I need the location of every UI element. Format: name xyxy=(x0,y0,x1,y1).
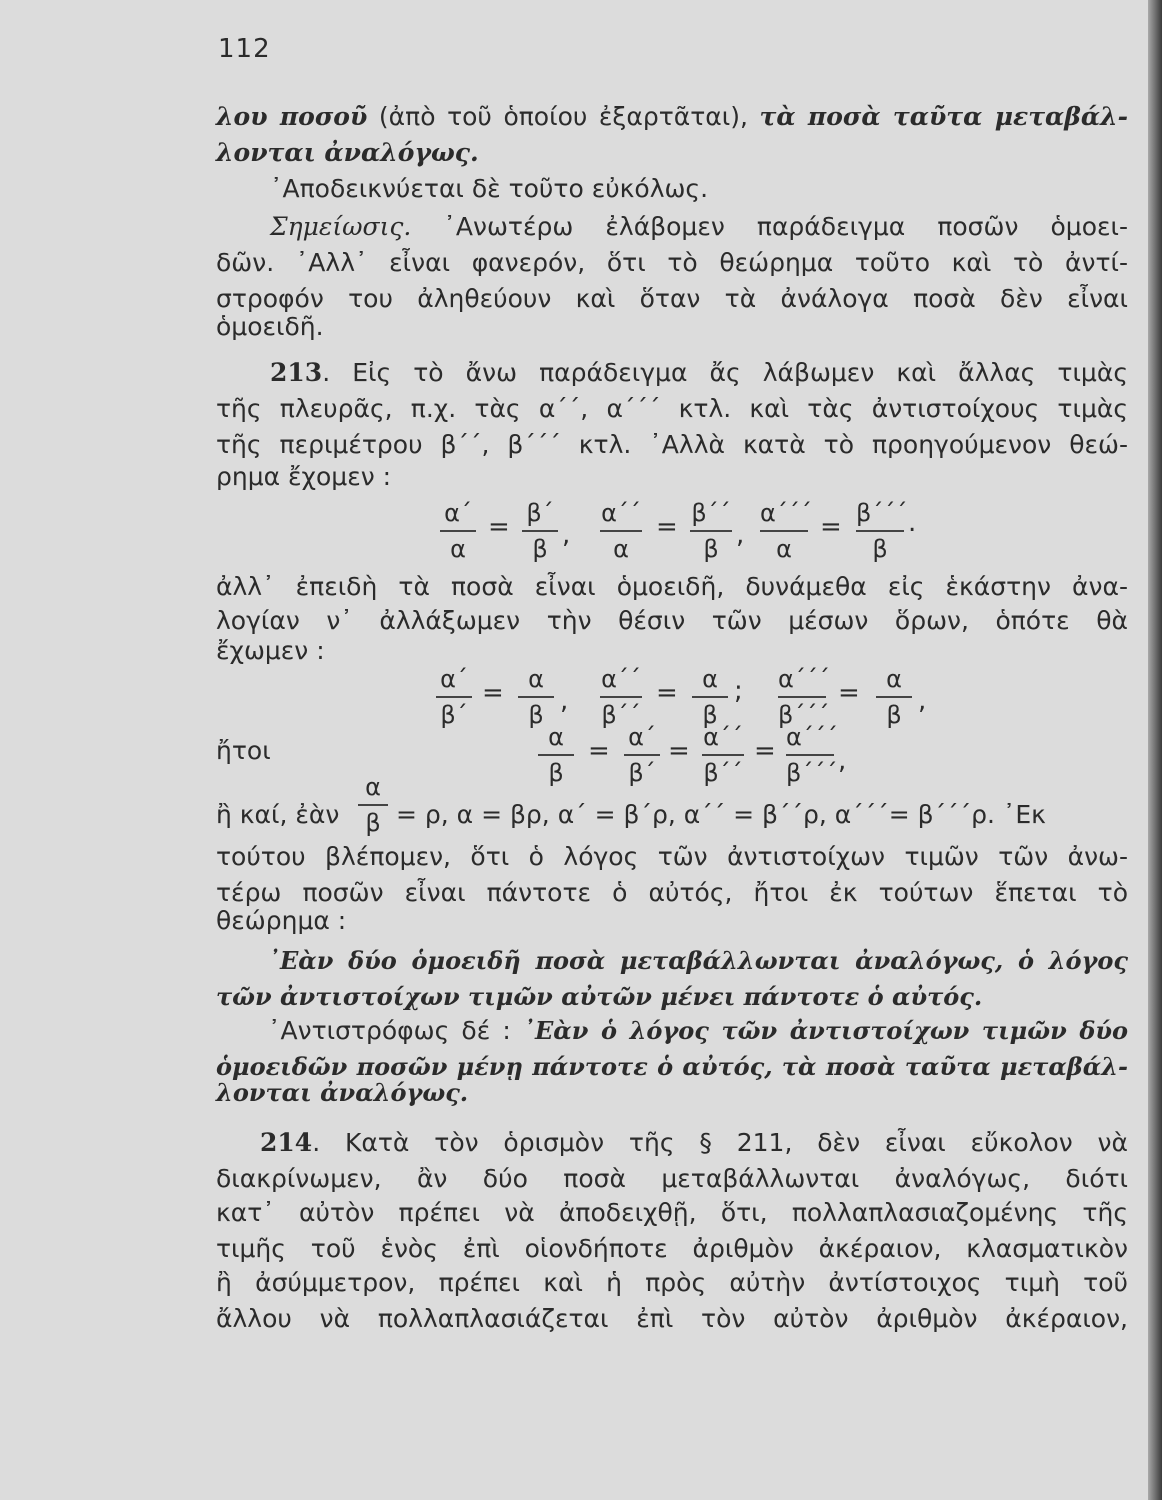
fraction: α΄΄ β΄΄ xyxy=(703,723,743,787)
text-line: ᾿Αντιστρόφως δέ : ᾿Εὰν ὁ λόγος τῶν ἀντιστοίχων τιμῶν δύο xyxy=(268,1016,1128,1045)
period: . xyxy=(908,508,917,538)
text-line: ἀλλ᾿ ἐπειδὴ τὰ ποσὰ εἶναι ὁμοειδῆ, δυνάμεθα εἰς ἑκάστην ἀνα- xyxy=(216,572,1128,601)
text-line: λογίαν ν᾿ ἀλλάξωμεν τὴν θέσιν τῶν μέσων ὅρων, ὁπότε θὰ xyxy=(216,606,1128,635)
text-line: = ρ, α = βρ, α΄ = β΄ρ, α΄΄ = β΄΄ρ, α΄΄΄= β΄΄΄ρ. ᾿Εκ xyxy=(396,800,1046,829)
text-line: λου ποσοῦ (ἀπὸ τοῦ ὁποίου ἐξαρτᾶται), τὰ ποσὰ ταῦτα μεταβάλ- xyxy=(216,102,1128,131)
text-line: ᾿Αποδεικνύεται δὲ τοῦτο εὐκόλως. xyxy=(270,174,709,203)
theorem-line: λονται ἀναλόγως. xyxy=(216,1078,469,1107)
comma: , xyxy=(560,686,569,716)
page-number: 112 xyxy=(218,34,271,64)
fraction: α΄΄΄ α xyxy=(760,499,812,563)
text-line: τῆς πλευρᾶς, π.χ. τὰς α΄΄, α΄΄΄ κτλ. καὶ τὰς ἀντιστοίχους τιμὰς xyxy=(216,394,1128,423)
semicolon: ; xyxy=(734,676,743,706)
comma: , xyxy=(918,686,927,716)
fraction: α΄΄ β΄΄ xyxy=(601,665,641,729)
text-line: τούτου βλέπομεν, ὅτι ὁ λόγος τῶν ἀντιστοίχων τιμῶν τῶν ἀνω- xyxy=(216,842,1128,871)
theorem-line: ὁμοειδῶν ποσῶν μένῃ πάντοτε ὁ αὐτός, τὰ ποσὰ ταῦτα μεταβάλ- xyxy=(216,1052,1128,1081)
text-line: ἄλλου νὰ πολλαπλασιάζεται ἐπὶ τὸν αὐτὸν ἀριθμὸν ἀκέραιον, xyxy=(216,1304,1128,1333)
section-number: 213 xyxy=(270,358,323,387)
comma: , xyxy=(838,746,847,776)
text-line: δῶν. ᾿Αλλ᾿ εἶναι φανερόν, ὅτι τὸ θεώρημα τοῦτο καὶ τὸ ἀντί- xyxy=(216,248,1128,277)
text-line: τῆς περιμέτρου β΄΄, β΄΄΄ κτλ. ᾿Αλλὰ κατὰ τὸ προηγούμενον θεώ- xyxy=(216,430,1128,459)
comma: , xyxy=(736,520,745,550)
text-line: διακρίνωμεν, ἂν δύο ποσὰ μεταβάλλωνται ἀναλόγως, διότι xyxy=(216,1164,1128,1193)
text-line: τέρω ποσῶν εἶναι πάντοτε ὁ αὐτός, ἤτοι ἐκ τούτων ἕπεται τὸ xyxy=(216,878,1128,907)
text-line: ἢ ἀσύμμετρον, πρέπει καὶ ἡ πρὸς αὐτὴν ἀντίστοιχος τιμὴ τοῦ xyxy=(216,1268,1128,1297)
text-line: Σημείωσις. ᾿Ανωτέρω ἐλάβομεν παράδειγμα ποσῶν ὁμοει- xyxy=(270,212,1128,241)
fraction: α β xyxy=(538,724,574,786)
equals-sign: = xyxy=(656,512,678,542)
text-line: ἤτοι xyxy=(216,736,271,765)
fraction: α΄ β΄ xyxy=(624,724,660,786)
fraction: α΄ α xyxy=(440,500,476,562)
equals-sign: = xyxy=(754,736,776,766)
text-line: 214. Κατὰ τὸν ὁρισμὸν τῆς § 211, δὲν εἶναι εὔκολον νὰ xyxy=(260,1128,1128,1157)
fraction: α΄΄ α xyxy=(601,499,641,563)
text-line: τιμῆς τοῦ ἑνὸς ἐπὶ οἱονδήποτε ἀριθμὸν ἀκέραιον, κλασματικὸν xyxy=(216,1234,1128,1263)
equals-sign: = xyxy=(588,736,610,766)
text-line: θεώρημα : xyxy=(216,906,347,935)
fraction: β΄΄΄ β xyxy=(856,499,908,563)
equals-sign: = xyxy=(656,678,678,708)
inline-fraction: α β xyxy=(358,774,388,836)
text-line: ἔχωμεν : xyxy=(216,636,325,665)
theorem-line: ᾿Εὰν δύο ὁμοειδῆ ποσὰ μεταβάλλωνται ἀναλόγως, ὁ λόγος xyxy=(268,946,1128,975)
section-number: 214 xyxy=(260,1128,313,1157)
equals-sign: = xyxy=(488,512,510,542)
equals-sign: = xyxy=(482,678,504,708)
page-edge-shadow xyxy=(1148,0,1162,1500)
fraction: β΄΄ β xyxy=(691,499,731,563)
fraction: α΄ β΄ xyxy=(436,666,472,728)
text-line: 213. Εἰς τὸ ἄνω παράδειγμα ἄς λάβωμεν καὶ ἄλλας τιμὰς xyxy=(270,358,1128,387)
fraction: α΄΄΄ β΄΄΄ xyxy=(778,665,830,729)
text-line: ὁμοειδῆ. xyxy=(216,312,324,341)
fraction: α β xyxy=(876,666,912,728)
equals-sign: = xyxy=(838,678,860,708)
text-line: κατ᾿ αὐτὸν πρέπει νὰ ἀποδειχθῇ, ὅτι, πολλαπλασιαζομένης τῆς xyxy=(216,1198,1128,1227)
fraction: α β xyxy=(518,666,554,728)
text-line: ἢ καί, ἐὰν xyxy=(216,800,340,829)
comma: , xyxy=(562,520,571,550)
fraction: α΄΄΄ β΄΄΄ xyxy=(786,723,838,787)
fraction: α β xyxy=(692,666,728,728)
theorem-line: τῶν ἀντιστοίχων τιμῶν αὐτῶν μένει πάντοτε ὁ αὐτός. xyxy=(216,982,983,1011)
equals-sign: = xyxy=(668,736,690,766)
fraction: β΄ β xyxy=(522,500,558,562)
text-line: ρημα ἔχομεν : xyxy=(216,462,392,491)
text-line: λονται ἀναλόγως. xyxy=(216,138,479,167)
text-line: στροφόν του ἀληθεύουν καὶ ὅταν τὰ ἀνάλογα ποσὰ δὲν εἶναι xyxy=(216,284,1128,313)
equals-sign: = xyxy=(820,512,842,542)
